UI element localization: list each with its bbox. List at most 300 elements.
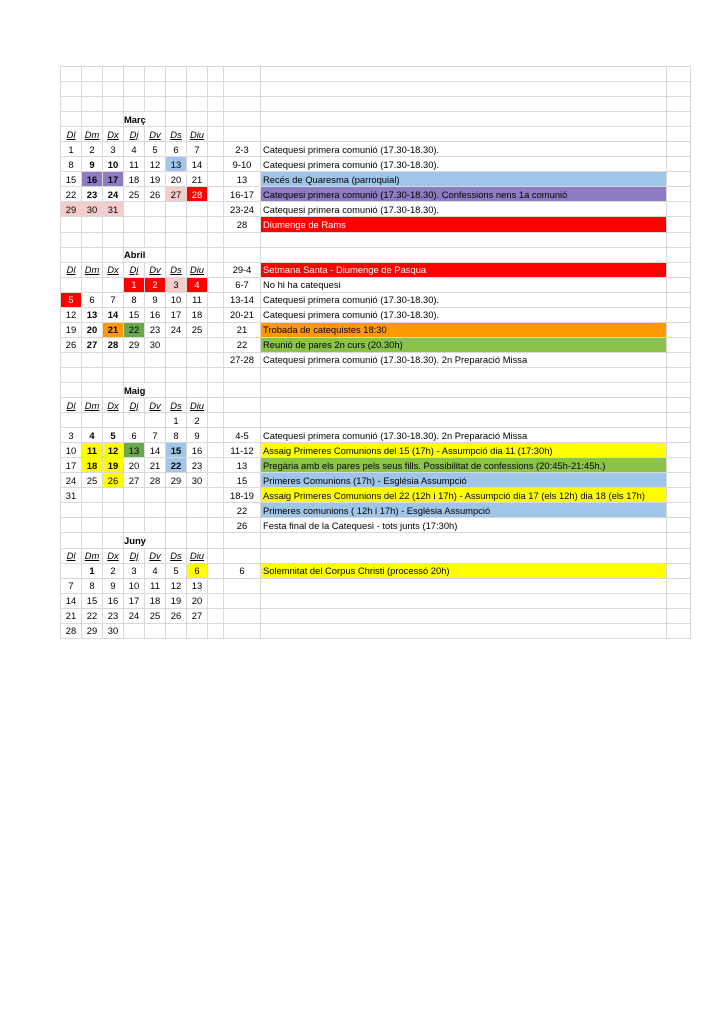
event-date: 13-14 — [224, 292, 261, 307]
empty-cell — [166, 247, 187, 262]
empty-cell — [208, 82, 224, 97]
weekday-header: Dj — [124, 548, 145, 563]
event-text: Setmana Santa - Diumenge de Pasqua — [261, 262, 667, 277]
day-cell — [103, 277, 124, 292]
event-text: Solemnitat del Corpus Christi (processó 20h) — [261, 563, 667, 578]
empty-cell — [208, 367, 224, 382]
day-cell: 21 — [61, 608, 82, 623]
empty-cell — [61, 367, 82, 382]
gap-cell — [208, 398, 224, 413]
week-row — [61, 458, 691, 473]
week-row — [61, 322, 691, 337]
empty-cell — [82, 67, 103, 82]
empty-cell — [667, 563, 691, 578]
day-cell: 16 — [145, 307, 166, 322]
day-cell: 9 — [82, 157, 103, 172]
day-cell: 25 — [145, 608, 166, 623]
day-cell: 13 — [82, 307, 103, 322]
empty-cell — [103, 97, 124, 112]
event-date — [224, 127, 261, 142]
week-row — [61, 593, 691, 608]
gap-cell — [208, 518, 224, 533]
day-cell: 24 — [61, 473, 82, 488]
day-cell: 2 — [103, 563, 124, 578]
day-cell: 15 — [166, 443, 187, 458]
day-cell: 19 — [61, 322, 82, 337]
empty-cell — [82, 382, 103, 397]
weekday-header: Diu — [187, 262, 208, 277]
event-text: Assaig Primeres Comunions del 22 (12h i 17h) - Assumpció dia 17 (els 12h) dia 18 (els 17h) — [261, 488, 667, 503]
day-cell: 7 — [103, 292, 124, 307]
day-cell: 19 — [103, 458, 124, 473]
empty-cell — [261, 97, 667, 112]
empty-cell — [145, 82, 166, 97]
month-title-row — [61, 112, 691, 127]
empty-cell — [667, 127, 691, 142]
spacer-row — [61, 82, 691, 97]
day-cell — [145, 623, 166, 638]
day-cell: 7 — [187, 142, 208, 157]
gap-cell — [208, 172, 224, 187]
weekday-header: Dl — [61, 398, 82, 413]
weekday-header: Dj — [124, 127, 145, 142]
empty-cell — [103, 382, 124, 397]
empty-cell — [667, 473, 691, 488]
day-cell: 3 — [61, 428, 82, 443]
gap-cell — [208, 503, 224, 518]
day-cell: 28 — [103, 337, 124, 352]
event-text — [261, 247, 667, 262]
empty-cell — [667, 112, 691, 127]
day-cell — [103, 217, 124, 232]
day-cell: 10 — [166, 292, 187, 307]
day-cell: 26 — [61, 337, 82, 352]
day-cell — [61, 563, 82, 578]
empty-cell — [667, 593, 691, 608]
empty-cell — [82, 97, 103, 112]
day-cell: 18 — [82, 458, 103, 473]
day-cell: 20 — [187, 593, 208, 608]
day-cell — [124, 202, 145, 217]
event-text — [261, 127, 667, 142]
day-cell: 12 — [61, 307, 82, 322]
event-text: Festa final de la Catequesi - tots junts (17:30h) — [261, 518, 667, 533]
calendar-body — [61, 67, 691, 639]
day-cell — [166, 623, 187, 638]
week-row — [61, 202, 691, 217]
weekday-header-row — [61, 262, 691, 277]
empty-cell — [667, 578, 691, 593]
gap-cell — [208, 322, 224, 337]
empty-cell — [82, 232, 103, 247]
gap-cell — [208, 277, 224, 292]
day-cell: 1 — [124, 277, 145, 292]
weekday-header: Dv — [145, 262, 166, 277]
empty-cell — [667, 217, 691, 232]
day-cell — [61, 413, 82, 428]
empty-cell — [667, 82, 691, 97]
day-cell: 21 — [187, 172, 208, 187]
gap-cell — [208, 623, 224, 638]
gap-cell — [208, 337, 224, 352]
event-text: Catequesi primera comunió (17.30-18.30). 2n Preparació Missa — [261, 428, 667, 443]
day-cell: 4 — [187, 277, 208, 292]
day-cell — [166, 337, 187, 352]
empty-cell — [667, 202, 691, 217]
event-date — [224, 382, 261, 397]
event-date: 28 — [224, 217, 261, 232]
weekday-header: Diu — [187, 398, 208, 413]
empty-cell — [187, 533, 208, 548]
day-cell: 29 — [61, 202, 82, 217]
event-date — [224, 533, 261, 548]
day-cell: 3 — [103, 142, 124, 157]
event-date — [224, 247, 261, 262]
event-date: 13 — [224, 458, 261, 473]
empty-cell — [667, 262, 691, 277]
weekday-header: Dx — [103, 127, 124, 142]
day-cell: 6 — [82, 292, 103, 307]
event-text: Catequesi primera comunió (17.30-18.30). 2n Preparació Missa — [261, 352, 667, 367]
day-cell — [103, 352, 124, 367]
weekday-header: Dm — [82, 127, 103, 142]
day-cell: 30 — [103, 623, 124, 638]
weekday-header: Dm — [82, 262, 103, 277]
week-row — [61, 172, 691, 187]
day-cell: 25 — [187, 322, 208, 337]
day-cell: 28 — [187, 187, 208, 202]
weekday-header: Dx — [103, 398, 124, 413]
empty-cell — [103, 112, 124, 127]
weekday-header: Dx — [103, 262, 124, 277]
day-cell: 15 — [124, 307, 145, 322]
day-cell — [145, 217, 166, 232]
day-cell: 14 — [187, 157, 208, 172]
gap-cell — [208, 262, 224, 277]
week-row — [61, 337, 691, 352]
day-cell: 5 — [166, 563, 187, 578]
empty-cell — [261, 67, 667, 82]
week-row — [61, 563, 691, 578]
event-text: Catequesi primera comunió (17.30-18.30). — [261, 292, 667, 307]
day-cell — [166, 217, 187, 232]
gap-cell — [208, 142, 224, 157]
event-date: 22 — [224, 503, 261, 518]
event-date: 26 — [224, 518, 261, 533]
weekday-header-row — [61, 127, 691, 142]
event-date — [224, 578, 261, 593]
empty-cell — [187, 247, 208, 262]
day-cell: 1 — [82, 563, 103, 578]
day-cell: 20 — [82, 322, 103, 337]
month-title: Juny — [124, 533, 166, 548]
day-cell — [124, 217, 145, 232]
day-cell — [103, 413, 124, 428]
day-cell: 30 — [145, 337, 166, 352]
day-cell: 3 — [166, 277, 187, 292]
empty-cell — [187, 503, 208, 518]
empty-cell — [667, 428, 691, 443]
empty-cell — [667, 608, 691, 623]
empty-cell — [124, 82, 145, 97]
gap-cell — [208, 307, 224, 322]
weekday-header: Ds — [166, 262, 187, 277]
day-cell — [145, 202, 166, 217]
day-cell — [82, 217, 103, 232]
empty-cell — [82, 503, 103, 518]
empty-cell — [61, 82, 82, 97]
day-cell — [124, 488, 145, 503]
event-date — [224, 593, 261, 608]
week-row — [61, 142, 691, 157]
day-cell: 14 — [145, 443, 166, 458]
empty-cell — [103, 518, 124, 533]
empty-cell — [208, 67, 224, 82]
day-cell: 5 — [103, 428, 124, 443]
empty-cell — [667, 398, 691, 413]
day-cell: 19 — [166, 593, 187, 608]
week-row — [61, 488, 691, 503]
event-date: 2-3 — [224, 142, 261, 157]
empty-cell — [187, 382, 208, 397]
weekday-header: Diu — [187, 548, 208, 563]
empty-cell — [145, 503, 166, 518]
empty-cell — [166, 533, 187, 548]
event-text: Catequesi primera comunió (17.30-18.30). — [261, 157, 667, 172]
day-cell: 17 — [61, 458, 82, 473]
weekday-header-row — [61, 548, 691, 563]
weekday-header: Dl — [61, 262, 82, 277]
day-cell: 13 — [166, 157, 187, 172]
empty-cell — [667, 518, 691, 533]
spacer-row — [61, 367, 691, 382]
empty-cell — [103, 82, 124, 97]
empty-cell — [261, 367, 667, 382]
event-date: 22 — [224, 337, 261, 352]
day-cell: 29 — [166, 473, 187, 488]
empty-cell — [61, 232, 82, 247]
empty-cell — [667, 548, 691, 563]
weekday-header: Dm — [82, 398, 103, 413]
gap-cell — [208, 127, 224, 142]
day-cell — [124, 413, 145, 428]
empty-cell — [667, 307, 691, 322]
gap-cell — [208, 488, 224, 503]
day-cell: 4 — [82, 428, 103, 443]
week-row — [61, 352, 691, 367]
day-cell: 11 — [145, 578, 166, 593]
empty-cell — [145, 367, 166, 382]
gap-cell — [208, 202, 224, 217]
empty-cell — [166, 112, 187, 127]
day-cell: 8 — [61, 157, 82, 172]
week-row — [61, 217, 691, 232]
day-cell: 30 — [187, 473, 208, 488]
day-cell: 26 — [166, 608, 187, 623]
empty-cell — [103, 247, 124, 262]
weekday-header: Dv — [145, 127, 166, 142]
day-cell — [103, 488, 124, 503]
empty-cell — [667, 533, 691, 548]
empty-cell — [103, 67, 124, 82]
day-cell: 8 — [166, 428, 187, 443]
empty-cell — [667, 443, 691, 458]
empty-cell — [187, 112, 208, 127]
empty-cell — [224, 82, 261, 97]
gap-cell — [208, 187, 224, 202]
day-cell: 2 — [145, 277, 166, 292]
event-date: 6-7 — [224, 277, 261, 292]
weekday-header: Dx — [103, 548, 124, 563]
event-text: Catequesi primera comunió (17.30-18.30). — [261, 142, 667, 157]
weekday-header: Diu — [187, 127, 208, 142]
empty-cell — [166, 232, 187, 247]
day-cell — [187, 337, 208, 352]
empty-cell — [667, 352, 691, 367]
gap-cell — [208, 157, 224, 172]
event-date: 11-12 — [224, 443, 261, 458]
day-cell — [166, 488, 187, 503]
day-cell: 20 — [166, 172, 187, 187]
empty-cell — [82, 367, 103, 382]
week-row — [61, 608, 691, 623]
empty-cell — [667, 367, 691, 382]
day-cell: 29 — [124, 337, 145, 352]
weekday-header-row — [61, 398, 691, 413]
day-cell: 25 — [124, 187, 145, 202]
day-cell — [61, 217, 82, 232]
day-cell: 30 — [82, 202, 103, 217]
day-cell: 2 — [82, 142, 103, 157]
empty-cell — [82, 112, 103, 127]
empty-cell — [166, 367, 187, 382]
week-row — [61, 277, 691, 292]
day-cell: 10 — [103, 157, 124, 172]
day-cell — [187, 217, 208, 232]
day-cell: 23 — [187, 458, 208, 473]
weekday-header: Dj — [124, 262, 145, 277]
day-cell — [145, 352, 166, 367]
empty-cell — [224, 97, 261, 112]
event-date: 23-24 — [224, 202, 261, 217]
event-text — [261, 382, 667, 397]
day-cell: 17 — [166, 307, 187, 322]
day-cell: 6 — [166, 142, 187, 157]
event-text — [261, 413, 667, 428]
day-cell: 24 — [103, 187, 124, 202]
day-cell: 18 — [124, 172, 145, 187]
empty-cell — [82, 533, 103, 548]
day-cell: 26 — [103, 473, 124, 488]
empty-cell — [145, 67, 166, 82]
empty-cell — [667, 277, 691, 292]
empty-cell — [667, 488, 691, 503]
week-row — [61, 292, 691, 307]
event-text — [261, 548, 667, 563]
event-date: 18-19 — [224, 488, 261, 503]
day-cell: 14 — [103, 307, 124, 322]
week-row — [61, 428, 691, 443]
weekday-header: Dm — [82, 548, 103, 563]
day-cell: 7 — [145, 428, 166, 443]
event-date: 13 — [224, 172, 261, 187]
empty-cell — [208, 97, 224, 112]
week-row — [61, 578, 691, 593]
empty-cell — [667, 97, 691, 112]
day-cell: 21 — [145, 458, 166, 473]
weekday-header: Ds — [166, 398, 187, 413]
weekday-header: Ds — [166, 548, 187, 563]
event-text: Assaig Primeres Comunions del 15 (17h) - Assumpció dia 11 (17:30h) — [261, 443, 667, 458]
empty-cell — [667, 322, 691, 337]
day-cell — [82, 277, 103, 292]
empty-cell — [103, 533, 124, 548]
day-cell: 7 — [61, 578, 82, 593]
empty-cell — [61, 382, 82, 397]
empty-cell — [224, 232, 261, 247]
day-cell: 1 — [61, 142, 82, 157]
day-cell: 10 — [61, 443, 82, 458]
empty-cell — [667, 187, 691, 202]
gap-cell — [208, 112, 224, 127]
event-date: 21 — [224, 322, 261, 337]
day-cell: 18 — [145, 593, 166, 608]
event-date — [224, 608, 261, 623]
day-cell: 15 — [61, 172, 82, 187]
event-text: Catequesi primera comunió (17.30-18.30). — [261, 202, 667, 217]
empty-cell — [667, 247, 691, 262]
week-row — [61, 623, 691, 638]
event-date: 27-28 — [224, 352, 261, 367]
day-cell: 24 — [166, 322, 187, 337]
day-cell: 28 — [61, 623, 82, 638]
weekday-header: Dv — [145, 398, 166, 413]
event-text: Recés de Quaresma (parroquial) — [261, 172, 667, 187]
month-title: Març — [124, 112, 166, 127]
day-cell: 23 — [145, 322, 166, 337]
gap-cell — [208, 413, 224, 428]
day-cell — [145, 488, 166, 503]
event-date: 20-21 — [224, 307, 261, 322]
empty-cell — [82, 518, 103, 533]
day-cell: 21 — [103, 322, 124, 337]
event-text — [261, 593, 667, 608]
weekday-header: Ds — [166, 127, 187, 142]
gap-cell — [208, 533, 224, 548]
day-cell: 14 — [61, 593, 82, 608]
day-cell: 22 — [166, 458, 187, 473]
event-text: Pregària amb els pares pels seus fills. Possibilitat de confessions (20:45h-21:45h.) — [261, 458, 667, 473]
event-date — [224, 112, 261, 127]
event-text — [261, 578, 667, 593]
day-cell — [145, 413, 166, 428]
empty-cell — [103, 367, 124, 382]
event-text: Trobada de catequistes 18:30 — [261, 322, 667, 337]
spacer-row — [61, 67, 691, 82]
gap-cell — [208, 428, 224, 443]
day-cell: 11 — [82, 443, 103, 458]
day-cell: 1 — [166, 413, 187, 428]
day-cell: 18 — [187, 307, 208, 322]
calendar-sheet — [60, 66, 691, 639]
month-title: Abril — [124, 247, 166, 262]
day-cell: 27 — [187, 608, 208, 623]
day-cell — [187, 202, 208, 217]
day-cell: 5 — [145, 142, 166, 157]
empty-cell — [667, 292, 691, 307]
event-date — [224, 623, 261, 638]
day-cell: 19 — [145, 172, 166, 187]
